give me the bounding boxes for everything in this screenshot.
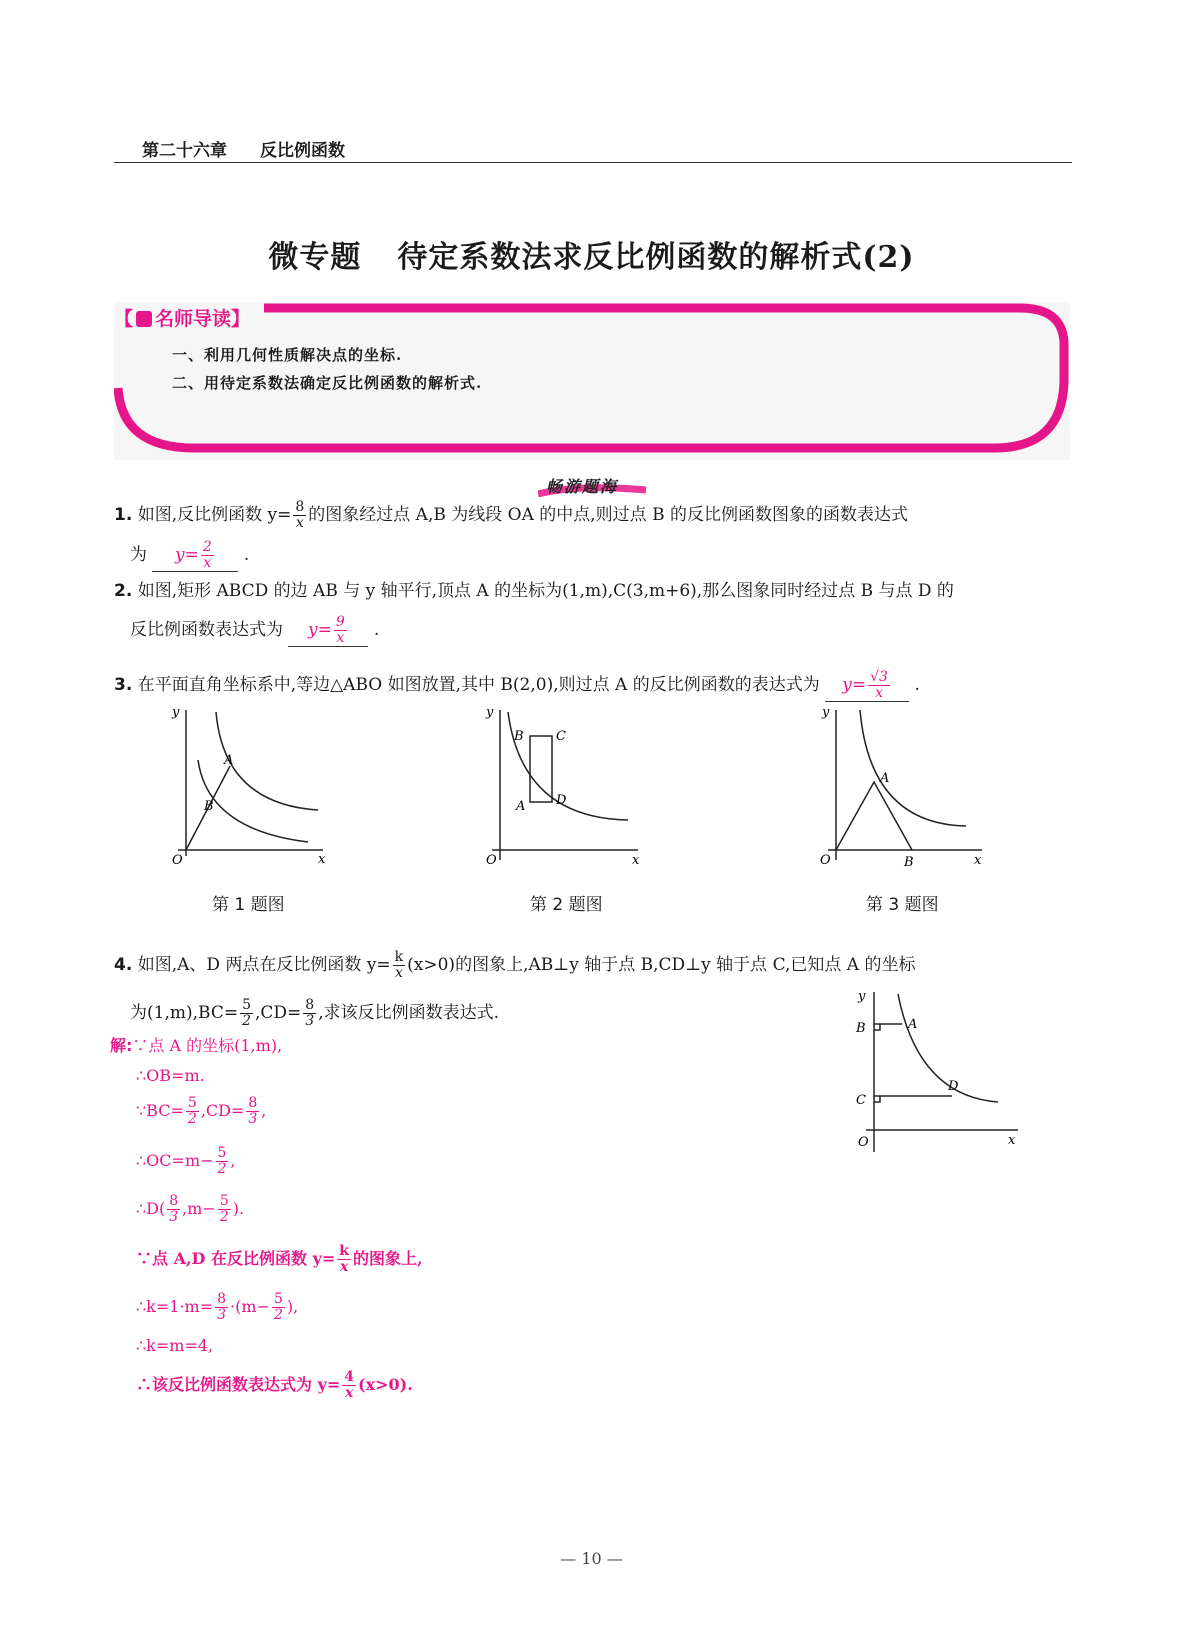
fig2-o-label: O [486, 853, 497, 868]
fig2-y-label: y [486, 705, 494, 720]
question-3-number: 3. [114, 675, 133, 695]
fig3-b-label: B [904, 855, 914, 870]
fig1-x-label: x [318, 852, 326, 867]
title-right: 待定系数法求反比例函数的解析式(2) [397, 240, 915, 275]
fig2-x-label: x [632, 853, 640, 868]
question-2-answer: y= $\frac{9}{x}$ [288, 615, 368, 647]
fig3-y-label: y [822, 705, 830, 720]
page-number: — 10 — [560, 1549, 623, 1568]
question-1 [114, 500, 1074, 531]
question-1-answer-line: 为 y= $\frac{2}{x}$ . [130, 539, 250, 571]
fig3-x-label: x [974, 853, 982, 868]
title-left: 微专题 [268, 240, 362, 275]
solution-line-5: ∴D( $\frac{8}{3}$ ,m− $\frac{5}{2}$ ). [136, 1193, 245, 1225]
solution-line-9: ∴该反比例函数表达式为 y= $\frac{4}{x}$ (x>0). [136, 1369, 413, 1401]
fig4-c-label: C [856, 1093, 866, 1108]
page-header [114, 134, 1072, 163]
solution-label: 解: [110, 1036, 133, 1055]
fig2-d-label: D [556, 793, 567, 808]
solution-line-6: ∵点 A,D 在反比例函数 y= $\frac{k}{x}$ 的图象上, [136, 1243, 423, 1275]
question-2-number: 2. [114, 581, 133, 601]
book-icon [136, 311, 152, 327]
solution-line-1: 解:∵点 A 的坐标(1,m), [110, 1036, 283, 1055]
solution-line-2: ∴OB=m. [136, 1066, 205, 1085]
page-title [0, 232, 1183, 276]
fraction: $\frac{8}{x}$ [295, 499, 305, 531]
question-1-text-b: 的图象经过点 A,B 为线段 OA 的中点,则过点 B 的反比例函数图象的函数表达式 [308, 505, 908, 525]
question-3-answer: y= $\frac{√3}{x}$ [825, 670, 909, 702]
fig1-a-label: A [224, 753, 234, 768]
figure-4 [848, 984, 1028, 1160]
question-1-number: 1. [114, 505, 133, 525]
fig4-y-label: y [858, 989, 866, 1004]
fig2-c-label: C [556, 729, 566, 744]
figure-2-caption: 第 2 题图 [530, 895, 603, 915]
fig2-a-label: A [516, 799, 526, 814]
solution-line-3: ∵BC= $\frac{5}{2}$ ,CD= $\frac{8}{3}$ , [136, 1095, 267, 1127]
fig1-b-label: B [204, 799, 214, 814]
question-2 [114, 579, 1074, 603]
solution-line-4: ∴OC=m− $\frac{5}{2}$ , [136, 1145, 236, 1177]
teacher-guide-label: 名师导读 [155, 308, 232, 330]
fig4-d-label: D [948, 1079, 959, 1094]
section-label: 畅游题海 [546, 477, 619, 496]
solution-line-8: ∴k=m=4, [136, 1336, 214, 1355]
question-4: 4. 如图,A、D 两点在反比例函数 y= $\frac{k}{x}$ (x>0)的图象上,AB⊥y 轴于点 B,CD⊥y 轴于点 C,已知点 A 的坐标 [114, 949, 916, 981]
fig2-b-label: B [514, 729, 524, 744]
question-1-answer: y= $\frac{2}{x}$ [152, 540, 238, 572]
figure-3 [818, 700, 998, 880]
solution-line-7: ∴k=1·m= $\frac{8}{3}$ ·(m− $\frac{5}{2}$ ), [136, 1291, 299, 1323]
fig1-o-label: O [172, 853, 183, 868]
teacher-guide-title: 【 名师导读】 [114, 308, 251, 330]
chapter-title: 反比例函数 [260, 141, 345, 161]
figure-3-caption: 第 3 题图 [866, 895, 939, 915]
question-4-line-2: 为(1,m),BC= $\frac{5}{2}$ ,CD= $\frac{8}{3}$ ,求该反比例函数表达式. [130, 997, 500, 1029]
fig4-o-label: O [858, 1135, 869, 1150]
question-1-text-a: 如图,反比例函数 y= [137, 505, 292, 525]
fig4-a-label: A [908, 1017, 918, 1032]
figure-1 [168, 700, 348, 880]
figure-2 [482, 700, 652, 880]
fig3-o-label: O [820, 853, 831, 868]
figure-1-caption: 第 1 题图 [212, 895, 285, 915]
fig4-x-label: x [1008, 1133, 1016, 1148]
question-3: 3. 在平面直角坐标系中,等边△ABO 如图放置,其中 B(2,0),则过点 A 的反比例函数的表达式为 y= $\frac{√3}{x}$ . [114, 669, 920, 701]
section-badge [538, 472, 650, 500]
question-2-answer-line: 反比例函数表达式为 y= $\frac{9}{x}$ . [130, 614, 380, 646]
question-2-text: 如图,矩形 ABCD 的边 AB 与 y 轴平行,顶点 A 的坐标为(1,m),C(3,m+6),那么图象同时经过点 B 与点 D 的 [137, 581, 954, 601]
fig1-y-label: y [172, 705, 180, 720]
fig4-b-label: B [856, 1021, 866, 1036]
guide-item-1: 一、利用几何性质解决点的坐标. [172, 346, 403, 364]
fig3-a-label: A [880, 771, 890, 786]
chapter-number: 第二十六章 [142, 141, 227, 161]
question-4-number: 4. [114, 955, 133, 975]
guide-item-2: 二、用待定系数法确定反比例函数的解析式. [172, 374, 483, 392]
question-3-text: 在平面直角坐标系中,等边△ABO 如图放置,其中 B(2,0),则过点 A 的反比例函数的表达式为 [137, 675, 820, 695]
